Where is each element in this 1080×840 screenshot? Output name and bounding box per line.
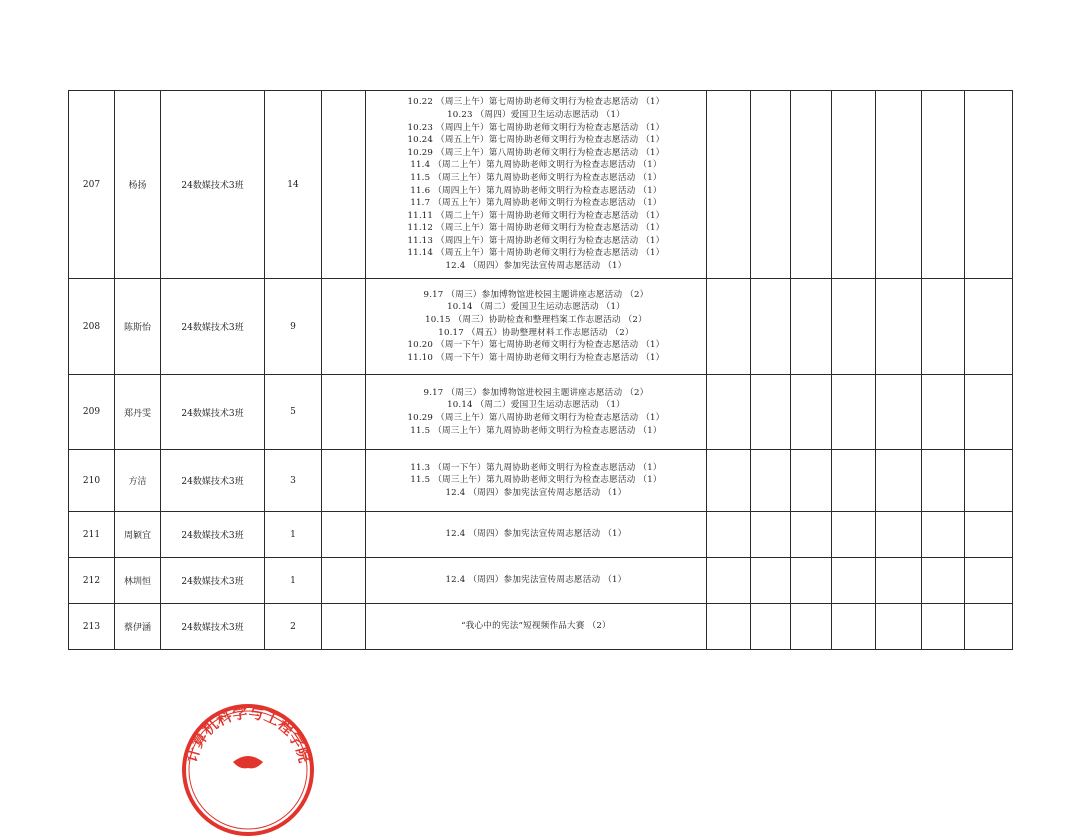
cell-activities — [366, 279, 707, 375]
table-row — [69, 512, 1013, 558]
cell-empty — [965, 604, 1013, 650]
activity-item: 10.17 （周五）协助整理材料工作志愿活动 （2） — [438, 327, 634, 338]
cell-empty — [965, 558, 1013, 604]
volunteer-hours-table — [68, 90, 1013, 650]
cell-empty — [876, 375, 922, 450]
cell-class: 24数媒技术3班 — [161, 279, 265, 375]
cell-empty — [322, 512, 366, 558]
table-row — [69, 279, 1013, 375]
college-seal — [178, 700, 318, 840]
cell-empty — [751, 558, 791, 604]
cell-class: 24数媒技术3班 — [161, 512, 265, 558]
cell-empty — [876, 558, 922, 604]
table-row — [69, 604, 1013, 650]
activity-item: 10.24 （周五上午）第七周协助老师文明行为检查志愿活动 （1） — [407, 135, 665, 146]
cell-empty — [322, 450, 366, 512]
cell-empty — [322, 91, 366, 279]
cell-class: 24数媒技术3班 — [161, 450, 265, 512]
cell-id: 211 — [69, 512, 115, 558]
cell-empty — [832, 604, 876, 650]
activity-item: 11.14 （周五上午）第十周协助老师文明行为检查志愿活动 （1） — [407, 248, 665, 259]
cell-empty — [876, 91, 922, 279]
cell-class: 24数媒技术3班 — [161, 91, 265, 279]
cell-empty — [832, 450, 876, 512]
cell-id: 207 — [69, 91, 115, 279]
cell-activities — [366, 604, 707, 650]
cell-class: 24数媒技术3班 — [161, 604, 265, 650]
cell-id: 208 — [69, 279, 115, 375]
cell-empty — [791, 279, 832, 375]
cell-empty — [751, 450, 791, 512]
cell-empty — [922, 450, 965, 512]
table-row — [69, 558, 1013, 604]
cell-empty — [707, 375, 751, 450]
activity-item: 11.5 （周三上午）第九周协助老师文明行为检查志愿活动 （1） — [410, 425, 662, 436]
cell-count: 14 — [265, 91, 322, 279]
activity-item: 12.4 （周四）参加宪法宣传周志愿活动 （1） — [445, 529, 627, 540]
cell-empty — [322, 375, 366, 450]
cell-id: 212 — [69, 558, 115, 604]
activity-item: “我心中的宪法”短视频作品大赛 （2） — [461, 621, 611, 632]
activity-item: 11.6 （周四上午）第九周协助老师文明行为检查志愿活动 （1） — [410, 185, 662, 196]
cell-empty — [322, 558, 366, 604]
activity-list — [366, 526, 706, 543]
activity-item: 12.4 （周四）参加宪法宣传周志愿活动 （1） — [445, 575, 627, 586]
cell-count: 9 — [265, 279, 322, 375]
activity-item: 11.7 （周五上午）第九周协助老师文明行为检查志愿活动 （1） — [410, 198, 662, 209]
cell-empty — [876, 450, 922, 512]
cell-name: 蔡伊涵 — [115, 604, 161, 650]
cell-name: 郑丹雯 — [115, 375, 161, 450]
activity-item: 10.29 （周三上午）第八周协助老师文明行为检查志愿活动 （1） — [407, 413, 665, 423]
cell-empty — [832, 279, 876, 375]
cell-empty — [965, 279, 1013, 375]
cell-empty — [707, 604, 751, 650]
activity-item: 10.14 （周二）爱国卫生运动志愿活动 （1） — [447, 302, 625, 313]
activity-list — [366, 572, 706, 589]
cell-id: 213 — [69, 604, 115, 650]
table-row — [69, 375, 1013, 450]
cell-empty — [751, 91, 791, 279]
cell-name: 方洁 — [115, 450, 161, 512]
activity-item: 10.14 （周二）爱国卫生运动志愿活动 （1） — [447, 400, 625, 411]
activity-item: 9.17 （周三）参加博物馆进校园主题讲座志愿活动 （2） — [423, 387, 649, 398]
cell-activities — [366, 91, 707, 279]
table-row — [69, 450, 1013, 512]
cell-count: 2 — [265, 604, 322, 650]
cell-empty — [791, 604, 832, 650]
activity-list — [366, 460, 706, 502]
cell-empty — [965, 91, 1013, 279]
cell-name: 林圳恒 — [115, 558, 161, 604]
cell-empty — [322, 604, 366, 650]
cell-id: 209 — [69, 375, 115, 450]
activity-item: 12.4 （周四）参加宪法宣传周志愿活动 （1） — [445, 261, 627, 272]
seal-text: 计算机科学与工程学院 — [182, 703, 314, 765]
cell-empty — [751, 375, 791, 450]
cell-empty — [965, 450, 1013, 512]
cell-empty — [965, 512, 1013, 558]
activity-list — [366, 287, 706, 367]
cell-empty — [707, 91, 751, 279]
cell-empty — [707, 279, 751, 375]
cell-empty — [832, 375, 876, 450]
cell-empty — [791, 512, 832, 558]
activity-item: 10.29 （周三上午）第八周协助老师文明行为检查志愿活动 （1） — [407, 147, 665, 158]
cell-activities — [366, 450, 707, 512]
cell-empty — [751, 512, 791, 558]
activity-item: 9.17 （周三）参加博物馆进校园主题讲座志愿活动 （2） — [423, 289, 649, 300]
activity-item: 10.15 （周三）协助检查和整理档案工作志愿活动 （2） — [425, 314, 647, 325]
cell-activities — [366, 512, 707, 558]
cell-empty — [922, 279, 965, 375]
cell-empty — [965, 375, 1013, 450]
cell-empty — [791, 558, 832, 604]
cell-class: 24数媒技术3班 — [161, 558, 265, 604]
cell-count: 3 — [265, 450, 322, 512]
activity-item: 11.12 （周三上午）第十周协助老师文明行为检查志愿活动 （1） — [407, 223, 665, 234]
activity-list — [366, 94, 706, 274]
cell-empty — [707, 450, 751, 512]
activity-item: 10.23 （周四）爱国卫生运动志愿活动 （1） — [447, 109, 625, 120]
cell-empty — [876, 279, 922, 375]
cell-class: 24数媒技术3班 — [161, 375, 265, 450]
cell-empty — [922, 558, 965, 604]
table-row — [69, 91, 1013, 279]
cell-name: 杨扬 — [115, 91, 161, 279]
activity-list — [366, 618, 706, 635]
activity-item: 11.4 （周二上午）第九周协助老师文明行为检查志愿活动 （1） — [410, 160, 662, 171]
cell-empty — [922, 375, 965, 450]
cell-empty — [876, 512, 922, 558]
cell-empty — [832, 558, 876, 604]
cell-count: 5 — [265, 375, 322, 450]
table-body — [69, 91, 1013, 650]
cell-empty — [922, 604, 965, 650]
cell-empty — [707, 512, 751, 558]
cell-empty — [751, 604, 791, 650]
cell-name: 周颖宜 — [115, 512, 161, 558]
activity-item: 11.10 （周一下午）第十周协助老师文明行为检查志愿活动 （1） — [407, 352, 665, 363]
cell-empty — [876, 604, 922, 650]
activity-list — [366, 385, 706, 439]
cell-name: 陈斯怡 — [115, 279, 161, 375]
activity-item: 10.23 （周四上午）第七周协助老师文明行为检查志愿活动 （1） — [407, 122, 665, 133]
cell-empty — [791, 375, 832, 450]
cell-empty — [791, 450, 832, 512]
activity-item: 11.5 （周三上午）第九周协助老师文明行为检查志愿活动 （1） — [410, 475, 662, 486]
cell-activities — [366, 558, 707, 604]
cell-id: 210 — [69, 450, 115, 512]
activity-item: 11.13 （周四上午）第十周协助老师文明行为检查志愿活动 （1） — [407, 235, 665, 246]
cell-empty — [922, 91, 965, 279]
activity-item: 11.11 （周二上午）第十周协助老师文明行为检查志愿活动 （1） — [407, 210, 665, 221]
cell-empty — [832, 91, 876, 279]
activity-item: 10.20 （周一下午）第七周协助老师文明行为检查志愿活动 （1） — [407, 340, 665, 351]
activity-item: 12.4 （周四）参加宪法宣传周志愿活动 （1） — [445, 487, 627, 498]
cell-count: 1 — [265, 512, 322, 558]
activity-item: 10.22 （周三上午）第七周协助老师文明行为检查志愿活动 （1） — [407, 97, 665, 108]
cell-empty — [791, 91, 832, 279]
activity-item: 11.3 （周一下午）第九周协助老师文明行为检查志愿活动 （1） — [410, 462, 662, 473]
cell-empty — [832, 512, 876, 558]
cell-activities — [366, 375, 707, 450]
cell-empty — [322, 279, 366, 375]
activity-item: 11.5 （周三上午）第九周协助老师文明行为检查志愿活动 （1） — [410, 172, 662, 183]
cell-empty — [922, 512, 965, 558]
cell-empty — [751, 279, 791, 375]
cell-count: 1 — [265, 558, 322, 604]
cell-empty — [707, 558, 751, 604]
